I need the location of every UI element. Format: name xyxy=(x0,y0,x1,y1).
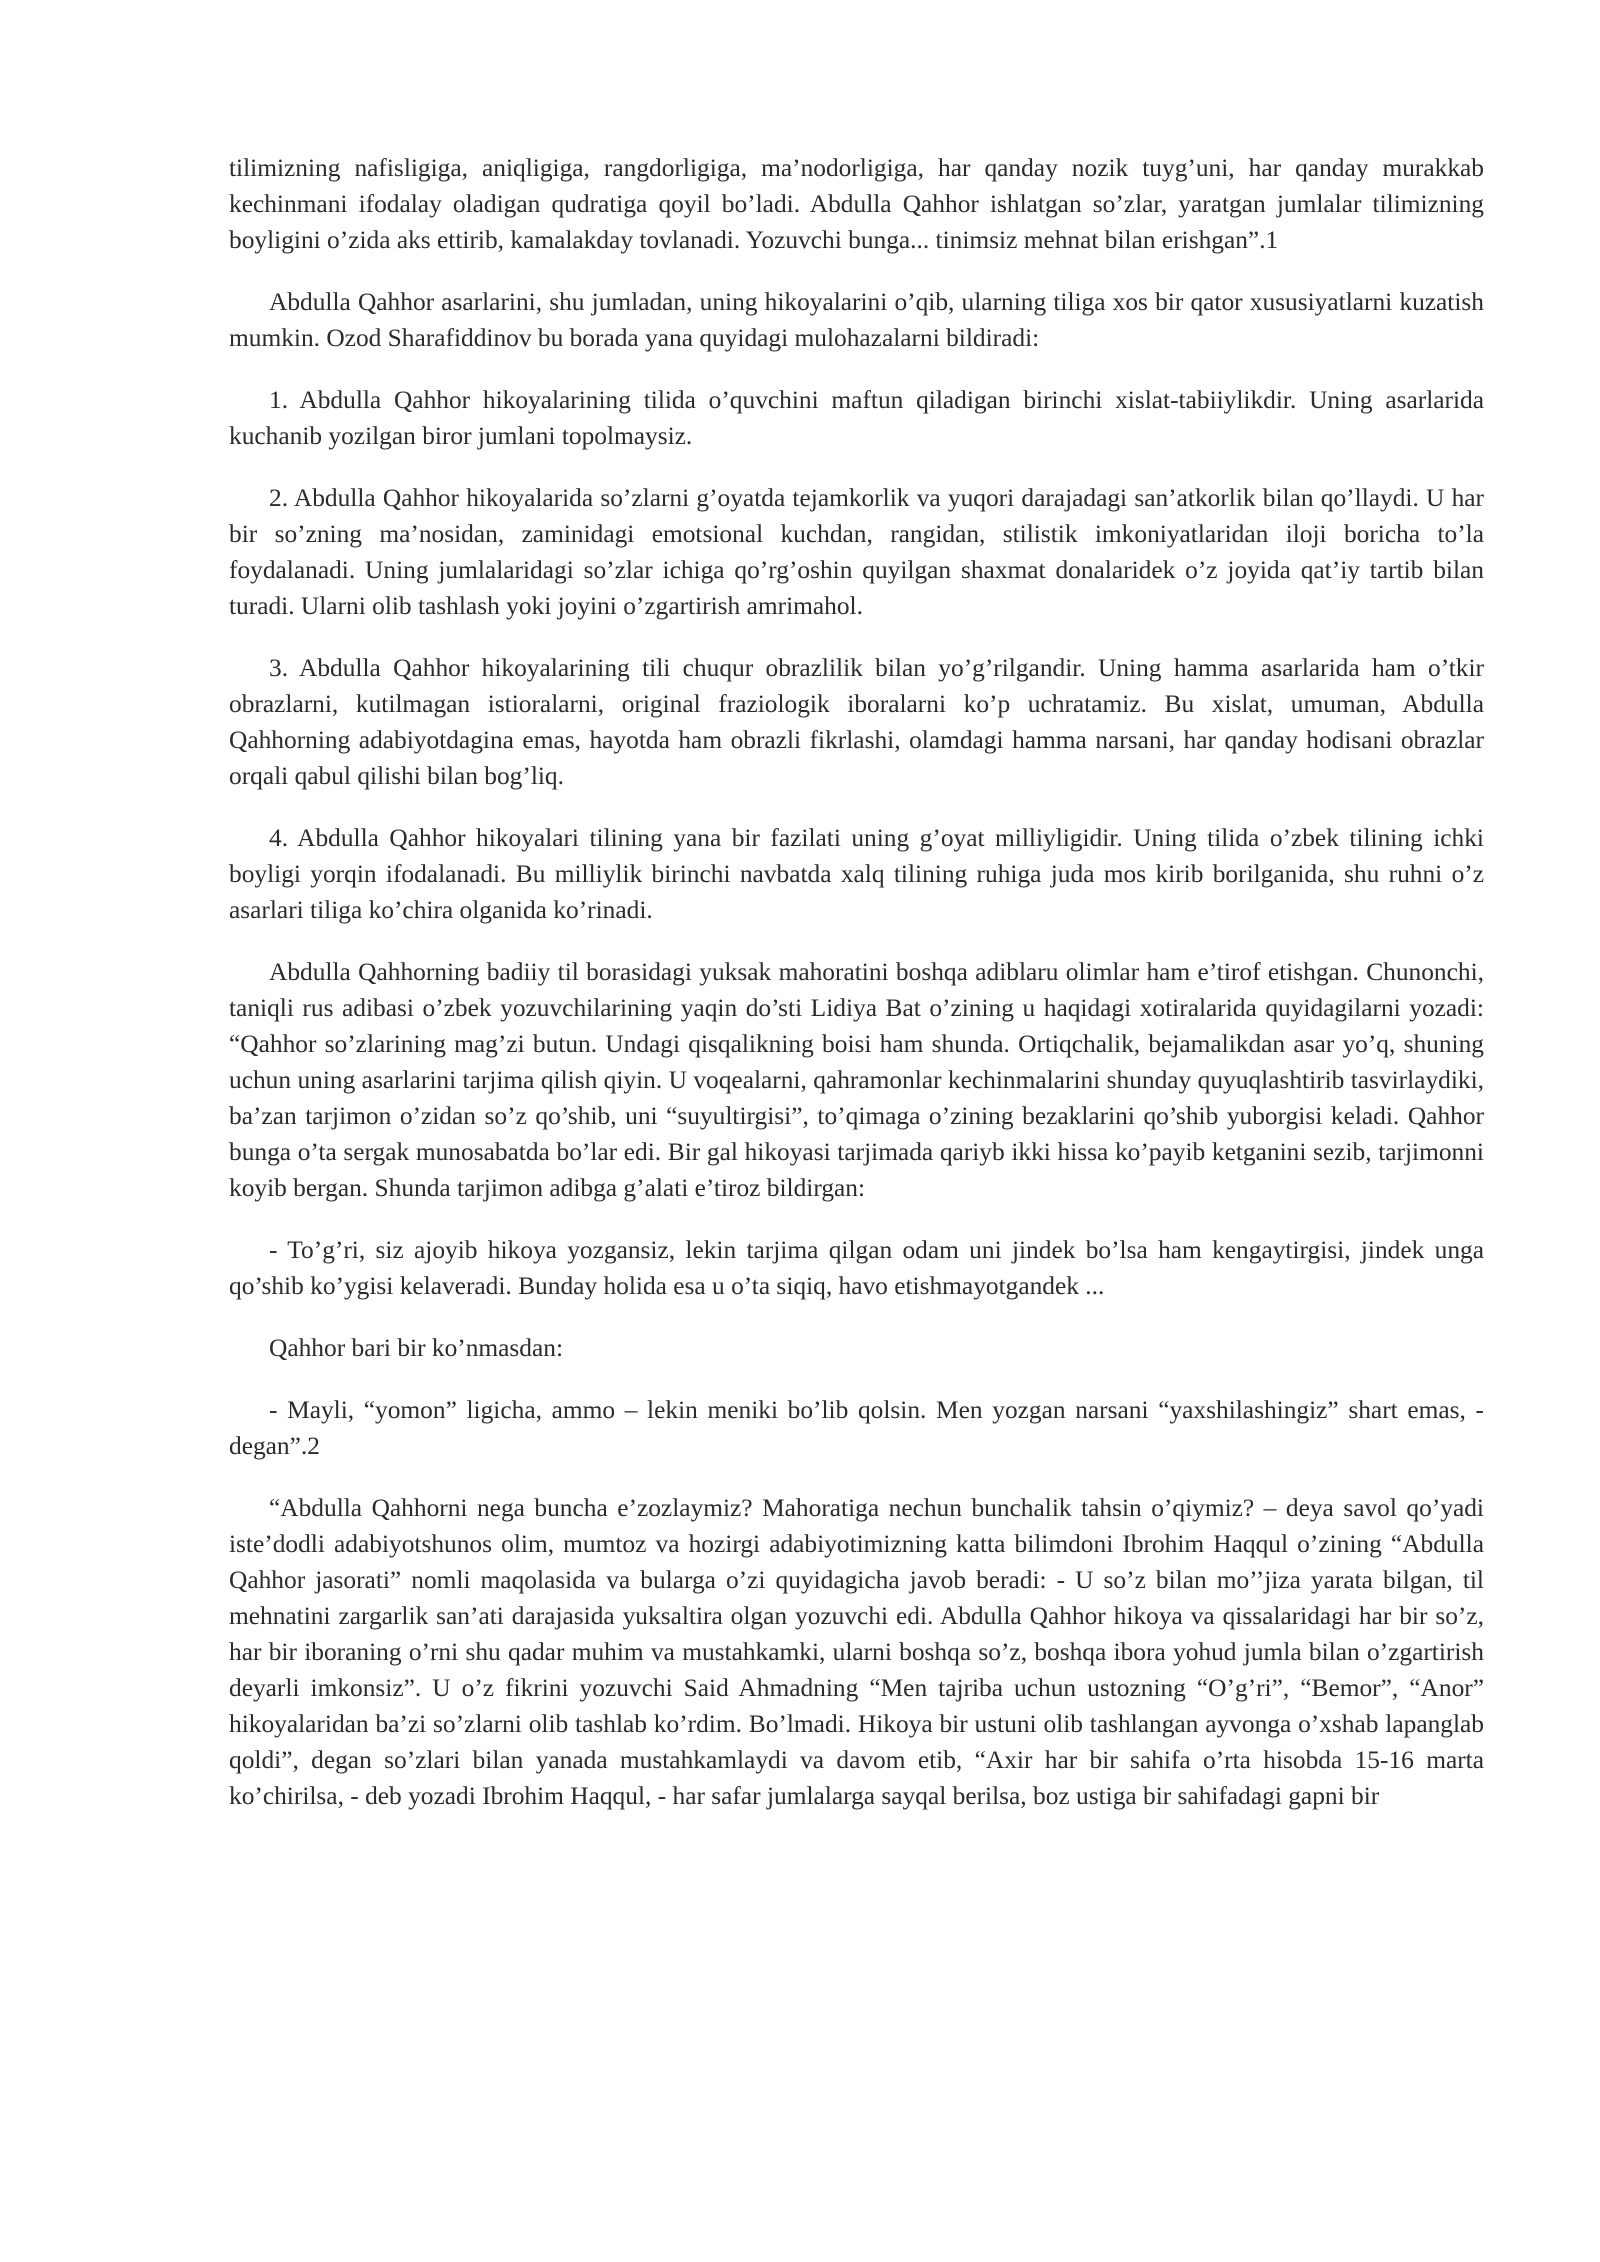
paragraph-ibrohim-haqqul: “Abdulla Qahhorni nega buncha e’zozlaymiz? Mahoratiga nechun bunchalik tahsin o’qiymiz? – deya savol qo’yadi iste’dodli adabiyotshunos olim, mumtoz va hozirgi adabiyotimizning katta bilimdoni Ibrohim Haqqul o’zining “Abdulla Qahhor jasorati” nomli maqolasida va bularga o’zi quyidagicha javob beradi: - U so’z bilan mo’’jiza yarata bilgan, til mehnatini zargarlik san’ati darajasida yuksaltira olgan yozuvchi edi. Abdulla Qahhor hikoya va qissalaridagi har bir so’z, har bir iboraning o’rni shu qadar muhim va mustahkamki, ularni boshqa so’z, boshqa ibora yohud jumla bilan o’zgartirish deyarli imkonsiz”. U o’z fikrini yozuvchi Said Ahmadning “Men tajriba uchun ustozning “O’g’ri”, “Bemor”, “Anor” hikoyalaridan ba’zi so’zlarni olib tashlab ko’rdim. Bo’lmadi. Hikoya bir ustuni olib tashlangan ayvonga o’xshab lapanglab qoldi”, degan so’zlari bilan yanada mustahkamlaydi va davom etib, “Axir har bir sahifa o’rta hisobda 15-16 marta ko’chirilsa, - deb yozadi Ibrohim Haqqul, - har safar jumlalarga sayqal berilsa, boz ustiga bir sahifadagi gapni bir xyxy=(229,1494,1484,1810)
paragraph-quote-continuation: tilimizning nafisligiga, aniqligiga, rangdorligiga, ma’nodorligiga, har qanday nozik tuyg’uni, har qanday murakkab kechinmani ifodalay oladigan qudratiga qoyil bo’ladi. Abdulla Qahhor ishlatgan so’zlar, yaratgan jumlalar tilimizning boyligini o’zida aks ettirib, kamalakday tovlanadi. Yozuvchi bunga... tinimsiz mehnat bilan erishgan”.1 xyxy=(229,154,1484,254)
paragraph-qahhor-reply-intro: Qahhor bari bir ko’nmasdan: xyxy=(269,1334,564,1362)
paragraph-qahhor-reply: - Mayli, “yomon” ligicha, ammo – lekin meniki bo’lib qolsin. Men yozgan narsani “yaxshilashingiz” shart emas, - degan”.2 xyxy=(229,1396,1484,1460)
paragraph-point-2: 2. Abdulla Qahhor hikoyalarida so’zlarni g’oyatda tejamkorlik va yuqori darajadagi san’atkorlik bilan qo’llaydi. U har bir so’zning ma’nosidan, zaminidagi emotsional kuchdan, rangidan, stilistik imkoniyatlaridan iloji boricha to’la foydalanadi. Uning jumlalaridagi so’zlar ichiga qo’rg’oshin quyilgan shaxmat donalaridek o’z joyida qat’iy tartib bilan turadi. Ularni olib tashlash yoki joyini o’zgartirish amrimahol. xyxy=(229,484,1484,620)
paragraph-translator-dialogue: - To’g’ri, siz ajoyib hikoya yozgansiz, lekin tarjima qilgan odam uni jindek bo’lsa ham kengaytirgisi, jindek unga qo’shib ko’ygisi kelaveradi. Bunday holida esa u o’ta siqiq, havo etishmayotgandek ... xyxy=(229,1236,1484,1300)
paragraph-point-1: 1. Abdulla Qahhor hikoyalarining tilida o’quvchini maftun qiladigan birinchi xislat-tabiiylikdir. Uning asarlarida kuchanib yozilgan biror jumlani topolmaysiz. xyxy=(229,386,1484,450)
paragraph-point-4: 4. Abdulla Qahhor hikoyalari tilining yana bir fazilati uning g’oyat milliyligidir. Uning tilida o’zbek tilining ichki boyligi yorqin ifodalanadi. Bu milliylik birinchi navbatda xalq tilining ruhiga juda mos kirib borilganida, shu ruhni o’z asarlari tiliga ko’chira olganida ko’rinadi. xyxy=(229,824,1484,924)
paragraph-intro-features: Abdulla Qahhor asarlarini, shu jumladan, uning hikoyalarini o’qib, ularning tiliga xos bir qator xususiyatlarni kuzatish mumkin. Ozod Sharafiddinov bu borada yana quyidagi mulohazalarni bildiradi: xyxy=(229,288,1484,352)
paragraph-point-3: 3. Abdulla Qahhor hikoyalarining tili chuqur obrazlilik bilan yo’g’rilgandir. Uning hamma asarlarida ham o’tkir obrazlarni, kutilmagan istioralarni, original fraziologik iboralarni ko’p uchratamiz. Bu xislat, umuman, Abdulla Qahhorning adabiyotdagina emas, hayotda ham obrazli fikrlashi, olamdagi hamma narsani, har qanday hodisani obrazlar orqali qabul qilishi bilan bog’liq. xyxy=(229,654,1484,790)
document-page xyxy=(229,150,1484,1840)
paragraph-lidiya-bat: Abdulla Qahhorning badiiy til borasidagi yuksak mahoratini boshqa adiblaru olimlar ham e’tirof etishgan. Chunonchi, taniqli rus adibasi o’zbek yozuvchilarining yaqin do’sti Lidiya Bat o’zining u haqidagi xotiralarida quyidagilarni yozadi: “Qahhor so’zlarining mag’zi butun. Undagi qisqalikning boisi ham shunda. Ortiqchalik, bejamalikdan asar yo’q, shuning uchun uning asarlarini tarjima qilish qiyin. U voqealarni, qahramonlar kechinmalarini shunday quyuqlashtirib tasvirlaydiki, ba’zan tarjimon o’zidan so’z qo’shib, uni “suyultirgisi”, to’qimaga o’zining bezaklarini qo’shib yuborgisi keladi. Qahhor bunga o’ta sergak munosabatda bo’lar edi. Bir gal hikoyasi tarjimada qariyb ikki hissa ko’payib ketganini sezib, tarjimonni koyib bergan. Shunda tarjimon adibga g’alati e’tiroz bildirgan: xyxy=(229,958,1484,1202)
